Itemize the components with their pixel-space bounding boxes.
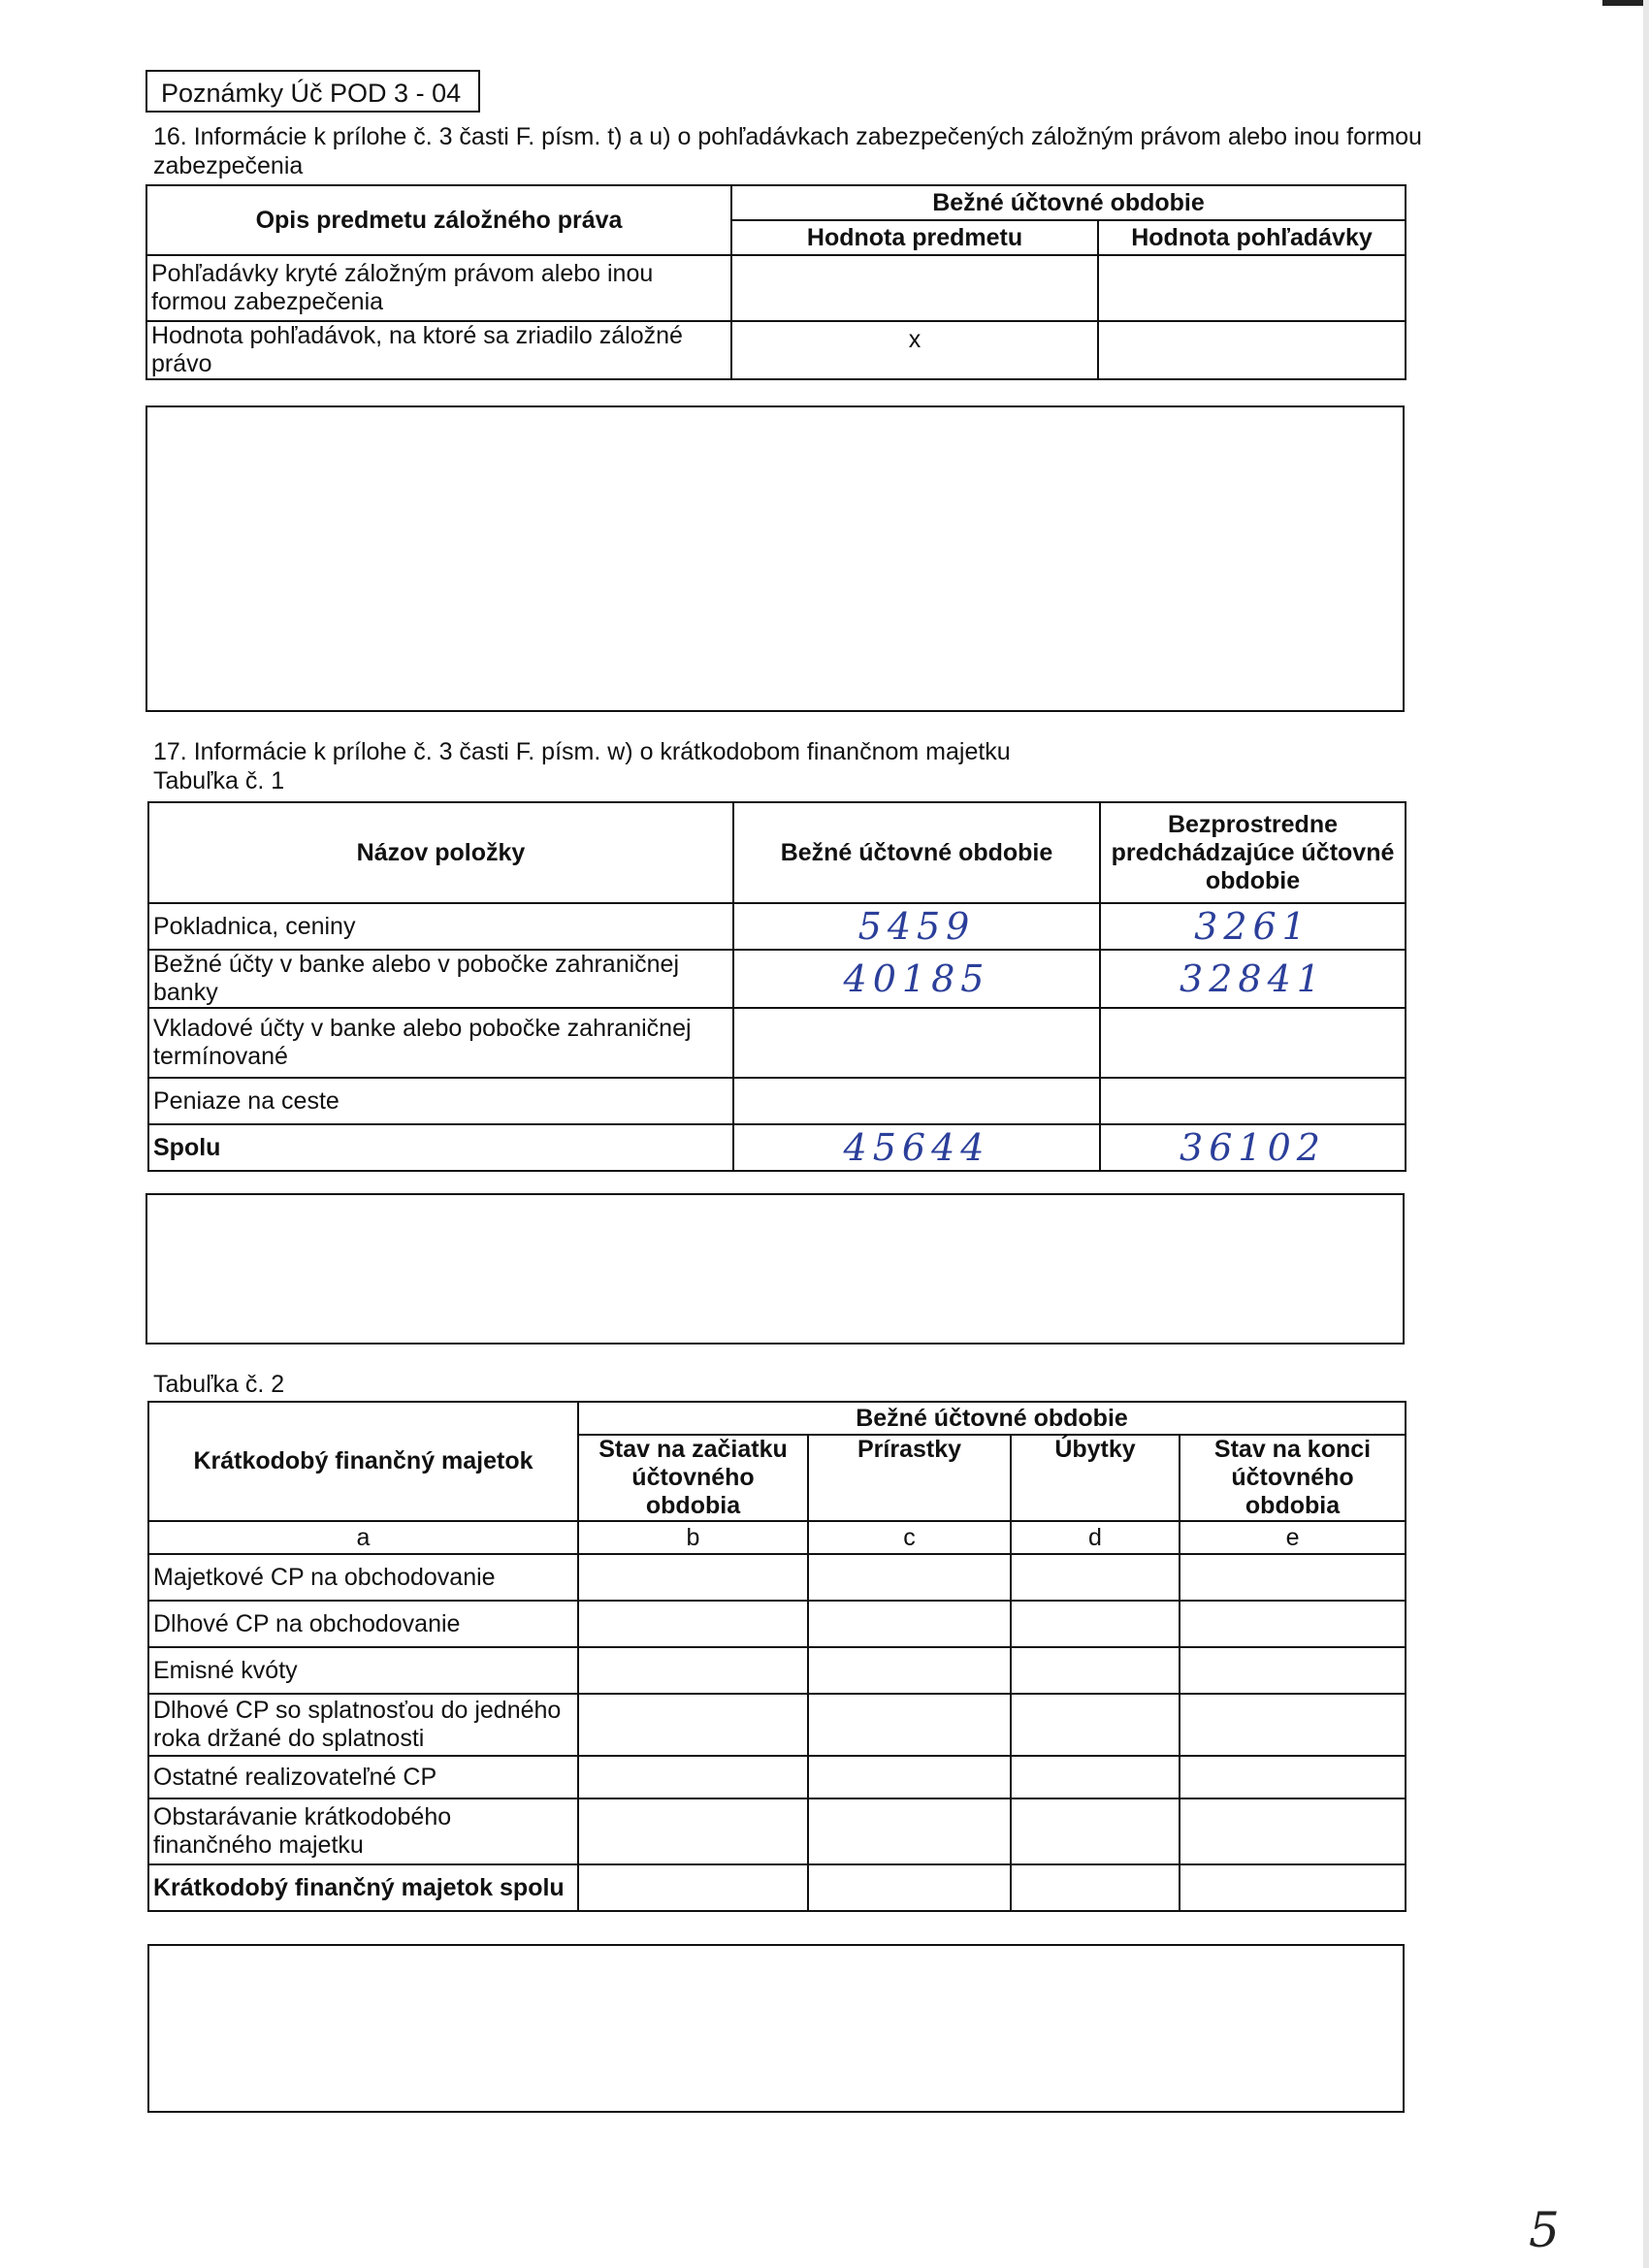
table-row [146, 255, 1406, 321]
table-row [148, 950, 1406, 1008]
value-cell[interactable] [578, 1864, 808, 1911]
cell-subject[interactable]: x [731, 321, 1098, 379]
handwritten-value[interactable]: 32841 [1100, 950, 1406, 1008]
handwritten-value[interactable]: 40185 [733, 950, 1100, 1008]
row-label: Majetkové CP na obchodovanie [148, 1554, 578, 1601]
handwritten-total[interactable]: 45644 [733, 1124, 1100, 1171]
total-label: Krátkodobý finančný majetok spolu [148, 1864, 578, 1911]
row-label: Vkladové účty v banke alebo pobočke zahraničnej termínované [148, 1008, 733, 1078]
row-label: Dlhové CP na obchodovanie [148, 1601, 578, 1647]
short-term-assets-table [147, 1401, 1406, 1912]
table-row [148, 1078, 1406, 1124]
value-cell[interactable] [1011, 1694, 1180, 1756]
form-code-box: Poznámky Úč POD 3 - 04 [146, 70, 480, 113]
row-label: Ostatné realizovateľné CP [148, 1756, 578, 1798]
value-cell[interactable] [1180, 1694, 1406, 1756]
value-cell[interactable] [1011, 1601, 1180, 1647]
column-letter: a [148, 1521, 578, 1554]
column-letter: d [1011, 1521, 1180, 1554]
col-header-item-name: Názov položky [148, 802, 733, 903]
row-label: Pokladnica, ceniny [148, 903, 733, 950]
value-cell[interactable] [733, 1078, 1100, 1124]
cell-receivable[interactable] [1098, 255, 1406, 321]
value-cell[interactable] [1180, 1601, 1406, 1647]
scan-edge-shadow [1643, 0, 1649, 2268]
row-label: Obstarávanie krátkodobého finančného majetku [148, 1798, 578, 1864]
cell-subject[interactable] [731, 255, 1098, 321]
value-cell[interactable] [1100, 1008, 1406, 1078]
value-cell[interactable] [1100, 1078, 1406, 1124]
value-cell[interactable] [1011, 1798, 1180, 1864]
column-letter: e [1180, 1521, 1406, 1554]
table1-label: Tabuľka č. 1 [153, 767, 285, 794]
pledge-table [146, 184, 1406, 380]
total-row [148, 1864, 1406, 1911]
cell-receivable[interactable] [1098, 321, 1406, 379]
value-cell[interactable] [1180, 1864, 1406, 1911]
value-cell[interactable] [808, 1647, 1011, 1694]
row-label: Dlhové CP so splatnosťou do jedného roka držané do splatnosti [148, 1694, 578, 1756]
handwritten-value[interactable]: 5459 [733, 903, 1100, 950]
value-cell[interactable] [578, 1756, 808, 1798]
col-header-start: Stav na začiatku účtovného obdobia [578, 1435, 808, 1521]
col-header-receivable-value: Hodnota pohľadávky [1098, 220, 1406, 255]
column-letters-row [148, 1521, 1406, 1554]
table-row [148, 1798, 1406, 1864]
value-cell[interactable] [733, 1008, 1100, 1078]
value-cell[interactable] [578, 1601, 808, 1647]
value-cell[interactable] [1180, 1798, 1406, 1864]
col-header-period: Bežné účtovné obdobie [731, 185, 1406, 220]
value-cell[interactable] [808, 1694, 1011, 1756]
table-row [148, 1008, 1406, 1078]
notes-box-17-2[interactable] [147, 1944, 1405, 2113]
table-row [146, 321, 1406, 379]
col-header-asset: Krátkodobý finančný majetok [148, 1402, 578, 1521]
value-cell[interactable] [1180, 1647, 1406, 1694]
section17-title: 17. Informácie k prílohe č. 3 časti F. písm. w) o krátkodobom finančnom majetku [153, 738, 1011, 765]
col-header-decrease: Úbytky [1011, 1435, 1180, 1521]
value-cell[interactable] [808, 1601, 1011, 1647]
row-label: Hodnota pohľadávok, na ktoré sa zriadilo záložné právo [146, 321, 731, 379]
value-cell[interactable] [1011, 1647, 1180, 1694]
scan-edge-mark [1602, 0, 1649, 6]
value-cell[interactable] [578, 1798, 808, 1864]
value-cell[interactable] [1011, 1756, 1180, 1798]
col-header-increase: Prírastky [808, 1435, 1011, 1521]
row-label: Emisné kvóty [148, 1647, 578, 1694]
value-cell[interactable] [808, 1554, 1011, 1601]
table2-label: Tabuľka č. 2 [153, 1371, 285, 1398]
row-label: Bežné účty v banke alebo v pobočke zahraničnej banky [148, 950, 733, 1008]
value-cell[interactable] [808, 1864, 1011, 1911]
value-cell[interactable] [808, 1798, 1011, 1864]
col-header-current-period: Bežné účtovné obdobie [733, 802, 1100, 903]
value-cell[interactable] [808, 1756, 1011, 1798]
table-row [148, 1554, 1406, 1601]
col-header-end: Stav na konci účtovného obdobia [1180, 1435, 1406, 1521]
col-header-subject-value: Hodnota predmetu [731, 220, 1098, 255]
col-header-previous-period: Bezprostredne predchádzajúce účtovné obdobie [1100, 802, 1406, 903]
handwritten-value[interactable]: 3261 [1100, 903, 1406, 950]
total-row [148, 1124, 1406, 1171]
notes-box-17-1[interactable] [146, 1193, 1405, 1345]
value-cell[interactable] [578, 1647, 808, 1694]
column-letter: c [808, 1521, 1011, 1554]
value-cell[interactable] [578, 1694, 808, 1756]
col-header-period: Bežné účtovné obdobie [578, 1402, 1406, 1435]
total-label: Spolu [148, 1124, 733, 1171]
row-label: Peniaze na ceste [148, 1078, 733, 1124]
value-cell[interactable] [1011, 1864, 1180, 1911]
cash-table [147, 801, 1406, 1172]
table-row [148, 1647, 1406, 1694]
row-label: Pohľadávky kryté záložným právom alebo inou formou zabezpečenia [146, 255, 731, 321]
col-header-description: Opis predmetu záložného práva [146, 185, 731, 255]
table-row [148, 1756, 1406, 1798]
section16-title-line2: zabezpečenia [153, 152, 304, 179]
handwritten-total[interactable]: 36102 [1100, 1124, 1406, 1171]
section16-title-line1: 16. Informácie k prílohe č. 3 časti F. písm. t) a u) o pohľadávkach zabezpečených záložným právom alebo inou formou [153, 123, 1422, 150]
table-row [148, 1601, 1406, 1647]
page-number: 5 [1529, 2202, 1560, 2258]
value-cell[interactable] [1180, 1554, 1406, 1601]
notes-box-16[interactable] [146, 405, 1405, 712]
value-cell[interactable] [578, 1554, 808, 1601]
column-letter: b [578, 1521, 808, 1554]
table-row [148, 903, 1406, 950]
value-cell[interactable] [1180, 1756, 1406, 1798]
value-cell[interactable] [1011, 1554, 1180, 1601]
table-row [148, 1694, 1406, 1756]
